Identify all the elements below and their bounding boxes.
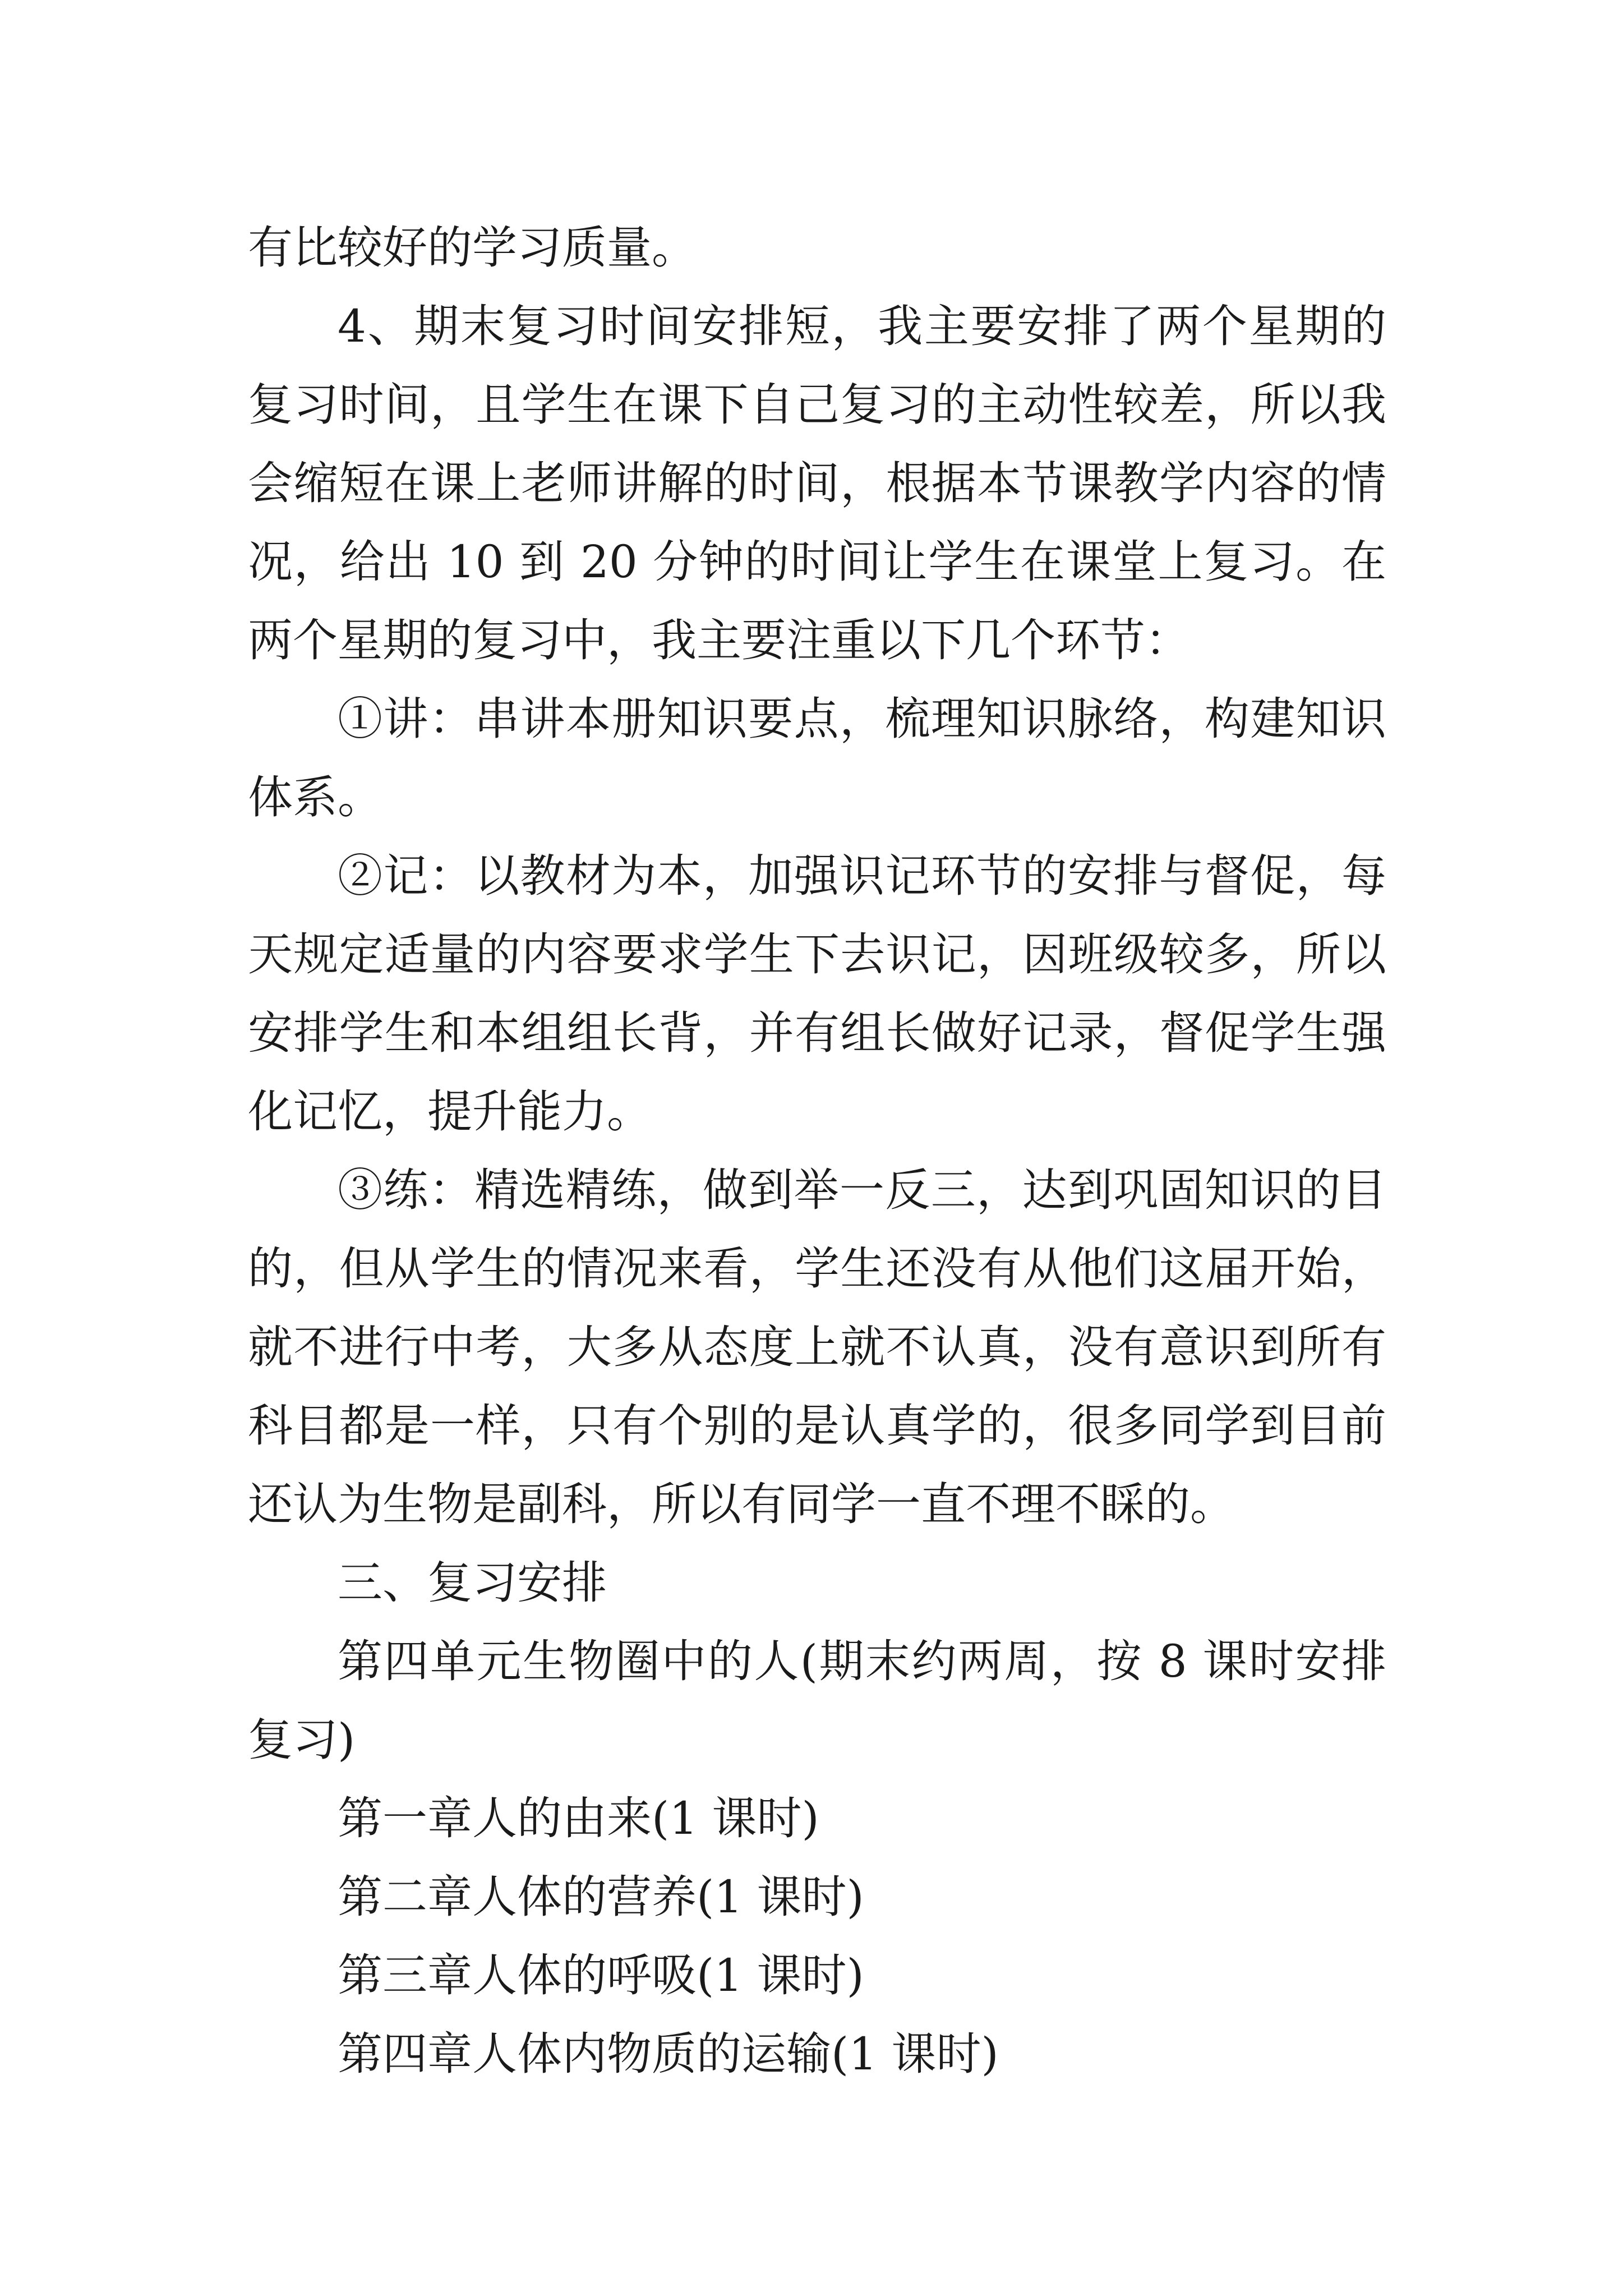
paragraph-4: ②记：以教材为本，加强识记环节的安排与督促，每天规定适量的内容要求学生下去识记，因班级较多，所以安排学生和本组组长背，并有组长做好记录，督促学生强化记忆，提升能力。 (248, 850, 1386, 1138)
chapter-item-1: 第一章人的由来(1 课时) (338, 1792, 819, 1844)
unit-title: 第四单元生物圈中的人(期末约两周，按 8 课时安排复习) (248, 1635, 1386, 1766)
chapter-item-2: 第二章人体的营养(1 课时) (338, 1871, 864, 1923)
chapter-item-4: 第四章人体内物质的运输(1 课时) (338, 2028, 999, 2080)
paragraph-5: ③练：精选精练，做到举一反三，达到巩固知识的目的，但从学生的情况来看，学生还没有从他们这届开始，就不进行中考，大多从态度上就不认真，没有意识到所有科目都是一样，只有个别的是认真学的，很多同学到目前还认为生物是副科，所以有同学一直不理不睬的。 (248, 1164, 1386, 1530)
paragraph-1: 有比较好的学习质量。 (248, 222, 697, 274)
chapter-item-3: 第三章人体的呼吸(1 课时) (338, 1949, 864, 2001)
document-body (248, 209, 1386, 2093)
section-heading: 三、复习安排 (338, 1557, 607, 1609)
paragraph-3: ①讲：串讲本册知识要点，梳理知识脉络，构建知识体系。 (248, 693, 1386, 823)
paragraph-2: 4、期末复习时间安排短，我主要安排了两个星期的复习时间，且学生在课下自己复习的主动性较差，所以我会缩短在课上老师讲解的时间，根据本节课教学内容的情况，给出 10 到 20 分钟的时间让学生在课堂上复习。在两个星期的复习中，我主要注重以下几个环节： (248, 300, 1386, 666)
